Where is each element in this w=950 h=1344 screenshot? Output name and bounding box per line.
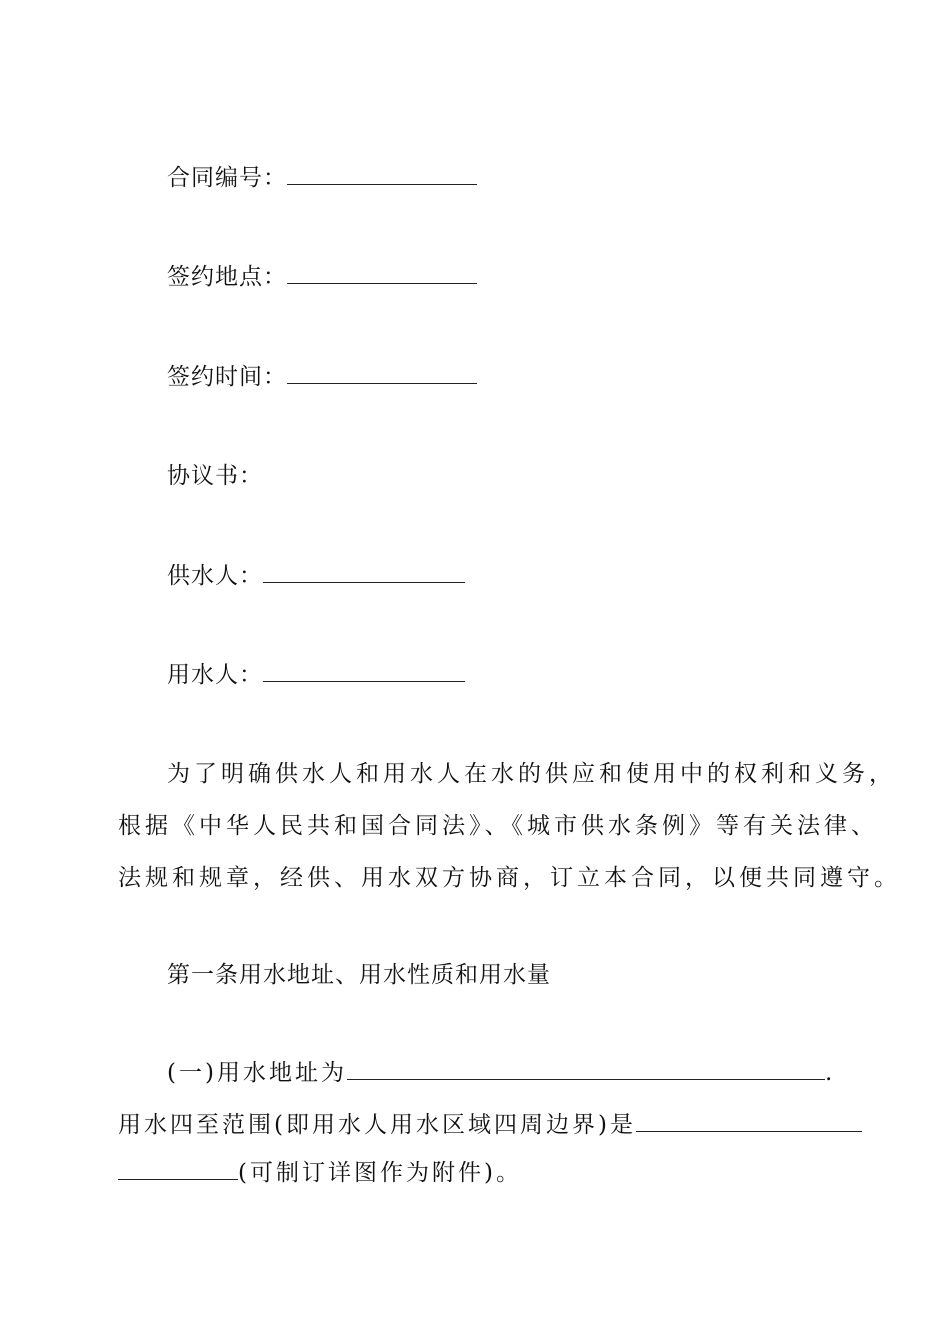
sign-place-row <box>167 262 477 292</box>
sign-place-blank[interactable] <box>287 263 477 284</box>
agreement-row <box>167 461 263 491</box>
preamble-line-3: 法规和规章，经供、用水双方协商，订立本合同，以便共同遵守。 <box>118 865 901 891</box>
sign-time-label: 签约时间： <box>167 364 287 390</box>
address-end-period: . <box>824 1060 836 1086</box>
contract-number-blank[interactable] <box>287 164 477 185</box>
address-label: (一)用水地址为 <box>167 1060 347 1086</box>
supplier-label: 供水人： <box>167 563 263 589</box>
sign-place-label: 签约地点： <box>167 264 287 290</box>
agreement-label: 协议书： <box>167 463 263 489</box>
preamble-line-1: 为了明确供水人和用水人在水的供应和使用中的权利和义务， <box>167 761 896 787</box>
user-row <box>167 660 465 690</box>
article-1-item-1-line-1 <box>167 1058 835 1088</box>
supplier-blank[interactable] <box>263 562 465 583</box>
sign-time-row <box>167 362 477 392</box>
user-label: 用水人： <box>167 662 263 688</box>
sign-time-blank[interactable] <box>287 363 477 384</box>
article-1-item-1-line-2 <box>118 1110 862 1140</box>
boundary-label: 用水四至范围(即用水人用水区域四周边界)是 <box>118 1112 636 1138</box>
boundary-blank-2[interactable] <box>118 1159 238 1180</box>
contract-number-row <box>167 163 477 193</box>
supplier-row <box>167 561 465 591</box>
boundary-suffix: (可制订详图作为附件)。 <box>238 1160 522 1186</box>
address-blank[interactable] <box>347 1059 825 1080</box>
boundary-blank-1[interactable] <box>636 1111 862 1132</box>
contract-number-label: 合同编号： <box>167 165 287 191</box>
article-1-item-1-line-3 <box>118 1158 522 1188</box>
user-blank[interactable] <box>263 661 465 682</box>
article-1-title: 第一条用水地址、用水性质和用水量 <box>167 962 551 988</box>
preamble-line-2: 根据《中华人民共和国合同法》、《城市供水条例》等有关法律、 <box>118 813 878 839</box>
